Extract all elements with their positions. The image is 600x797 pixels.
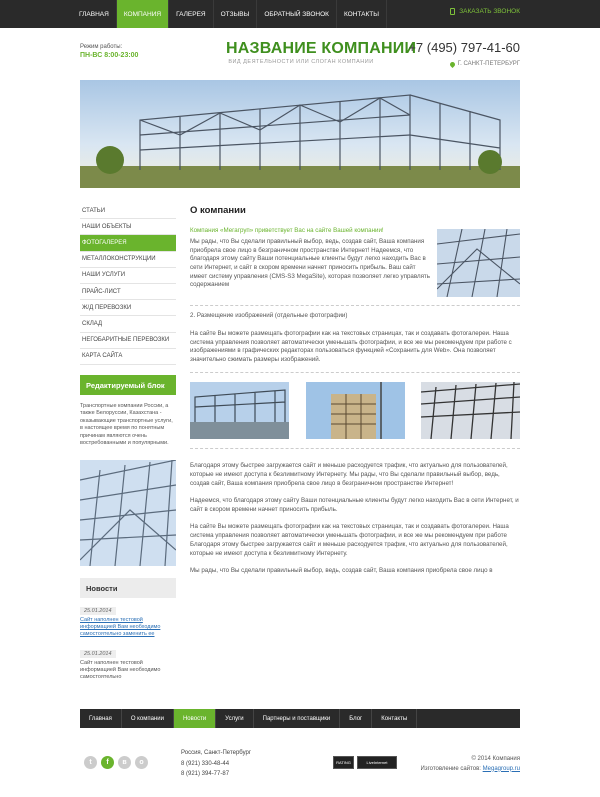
top-nav-item[interactable]: ОТЗЫВЫ (214, 0, 258, 28)
sidebar-menu (80, 203, 176, 365)
page-title: О компании (190, 205, 246, 216)
footer-nav-item[interactable]: Услуги (216, 709, 253, 728)
city-label: Г. САНКТ-ПЕТЕРБУРГ (457, 61, 520, 67)
footer-phone: 8 (921) 330-48-44 (181, 760, 230, 767)
footer-credits (421, 755, 521, 774)
sidebar-menu-item[interactable]: НАШИ УСЛУГИ (80, 268, 176, 284)
address-text: Россия, Санкт-Петербург (181, 750, 252, 756)
company-logo[interactable] (226, 40, 417, 65)
top-nav-item[interactable]: КОМПАНИЯ (117, 0, 169, 28)
images-paragraph: На сайте Вы можете размещать фотографии как на текстовых страницах, так и создавать фотогалереи. Наша система управления позволяет автоматически уменьшать фотографии, и все же мы рекомендуем при работе с изображениями в графических редакторах пользоваться функцией «Сохранить для Web». Она позволяет значительно сжимать размеры изображений. (190, 330, 512, 364)
made-by (421, 765, 521, 775)
hero-image (80, 80, 520, 188)
footer-phone: 8 (921) 394-77-87 (181, 771, 230, 777)
section-subheading: 2. Размещение изображений (отдельные фотографии) (190, 312, 348, 319)
sidebar-menu-item[interactable]: СКЛАД (80, 316, 176, 332)
news-title: Новости (80, 578, 176, 598)
order-call-button[interactable] (450, 8, 520, 15)
location-pin-icon (449, 60, 456, 67)
footer-nav-item[interactable]: Главная (80, 709, 122, 728)
news-link[interactable]: Сайт наполнен тестовой информацией Вам необходимо самостоятельно заменить ее (80, 617, 161, 638)
divider (190, 372, 520, 373)
sidebar-menu-item[interactable]: КАРТА САЙТА (80, 349, 176, 365)
footer-nav-item[interactable]: Контакты (372, 709, 417, 728)
gallery-photo[interactable] (190, 382, 289, 439)
hours-label: Режим работы: (80, 44, 123, 50)
body-paragraph: Мы рады, что Вы сделали правильный выбор, ведь, создав сайт, Ваша компания приобрела свое лицо в (190, 566, 493, 574)
top-bar (0, 0, 600, 28)
sidebar-menu-item[interactable]: ПРАЙС-ЛИСТ (80, 284, 176, 300)
company-slogan: ВИД ДЕЯТЕЛЬНОСТИ ИЛИ СЛОГАН КОМПАНИИ (228, 59, 374, 65)
hours-value: ПН-ВС 8:00-23:00 (80, 52, 139, 59)
sidebar-menu-item[interactable]: Ж/Д ПЕРЕВОЗКИ (80, 300, 176, 316)
made-by-label: Изготовление сайтов: (420, 765, 481, 772)
top-nav-item[interactable]: ГАЛЕРЕЯ (169, 0, 214, 28)
gallery-photo[interactable] (421, 382, 520, 439)
footer-nav-item[interactable]: О компании (122, 709, 174, 728)
footer-nav-item[interactable]: Новости (174, 709, 216, 728)
content-thumbnail[interactable] (437, 229, 520, 297)
gallery-photo[interactable] (306, 382, 405, 439)
vk-icon[interactable]: в (118, 756, 131, 769)
sidebar-menu-item[interactable]: МЕТАЛЛОКОНСТРУКЦИИ (80, 252, 176, 268)
top-nav-item[interactable]: ГЛАВНАЯ (72, 0, 117, 28)
header-contact (408, 40, 520, 67)
divider (190, 305, 520, 306)
top-nav (72, 0, 387, 28)
twitter-icon[interactable]: t (84, 756, 97, 769)
photo-gallery (190, 382, 520, 439)
phone-icon (450, 8, 455, 15)
counters (333, 756, 397, 769)
order-call-label: ЗАКАЗАТЬ ЗВОНОК (459, 8, 520, 15)
facebook-icon[interactable]: f (101, 756, 114, 769)
header-phone: +7 (495) 797-41-60 (408, 40, 520, 55)
welcome-lead: Компания «Мегагруп» приветствует Вас на сайте Вашей компании! (190, 227, 384, 234)
liveinternet-counter[interactable]: LiveInternet (357, 756, 397, 769)
body-paragraph: На сайте Вы можете размещать фотографии как на текстовых страницах, так и создавать фотогалереи. Наша система управления позволяет автоматически уменьшать фотографии, и все же мы рекомендуем при работе Благодаря этому быстрее загружается сайт и меньше расходуется трафик, что актуально для пользователей, которые не имеют доступа к безлимитному Интернету. (190, 522, 509, 557)
top-nav-item[interactable]: КОНТАКТЫ (337, 0, 387, 28)
footer-nav-item[interactable]: Блог (340, 709, 372, 728)
editable-block-image (80, 460, 176, 566)
copyright: © 2014 Компания (471, 756, 520, 762)
sidebar-menu-item[interactable]: НАШИ ОБЪЕКТЫ (80, 219, 176, 235)
sidebar-menu-item[interactable]: НЕГОБАРИТНЫЕ ПЕРЕВОЗКИ (80, 333, 176, 349)
rating-counter[interactable]: RATING (333, 756, 354, 769)
working-hours (80, 44, 138, 59)
divider (190, 448, 520, 449)
news-item (80, 607, 176, 638)
body-paragraph: Надеемся, что благодаря этому сайту Ваши потенциальные клиенты будут легко находить Вас в сети Интернет, и сайт в скором времени начнет приносить прибыль. (190, 496, 519, 513)
editable-block-text: Транспортные компании России, а также Белоруссии, Казахстана - оказывающие транспортные услуги, в настоящее время по понятным причинам являются очень востребованными и популярными. (80, 403, 173, 447)
odnoklassniki-icon[interactable]: о (135, 756, 148, 769)
footer-nav-item[interactable]: Партнеры и поставщики (254, 709, 341, 728)
company-name: НАЗВАНИЕ КОМПАНИИ (226, 40, 417, 57)
header-city (408, 61, 520, 67)
body-paragraph: Благодаря этому быстрее загружается сайт и меньше расходуется трафик, что актуально для пользователей, которые не имеют доступа к безлимитному Интернету. Мы рады, что Вы сделали правильный выбор, ведь, создав сайт, Ваша компания приобрела свое лицо в безграничном пространстве Интернет! (190, 462, 508, 487)
news-item (80, 650, 176, 681)
news-date: 25.01.2014 (80, 650, 116, 658)
made-by-link[interactable]: Megagroup.ru (482, 765, 520, 772)
social-links (84, 756, 148, 769)
top-nav-item[interactable]: ОБРАТНЫЙ ЗВОНОК (257, 0, 337, 28)
intro-paragraph: Мы рады, что Вы сделали правильный выбор, ведь, создав сайт, Ваша компания приобрела свое лицо в безграничном пространстве Интернет! Надеемся, что благодаря этому сайту Ваши потенциальные клиенты будут легко находить Вас в сети Интернет, и сайт в скором времени начнет приносить прибыль. Ваш сайт имеет систему управления (CMS-S3 MegaSite), которая позволяет легко управлять содержанием (190, 238, 430, 289)
body-text (190, 462, 520, 584)
footer-address (181, 748, 251, 780)
main-content (190, 205, 520, 574)
footer-nav (80, 709, 520, 728)
news-date: 25.01.2014 (80, 607, 116, 615)
sidebar-menu-item[interactable]: СТАТЬИ (80, 203, 176, 219)
sidebar-menu-item[interactable]: ФОТОГАЛЕРЕЯ (80, 235, 176, 251)
editable-block-title: Редактируемый блок (80, 375, 176, 395)
news-text: Сайт наполнен тестовой информацией Вам необходимо самостоятельно (80, 660, 161, 681)
